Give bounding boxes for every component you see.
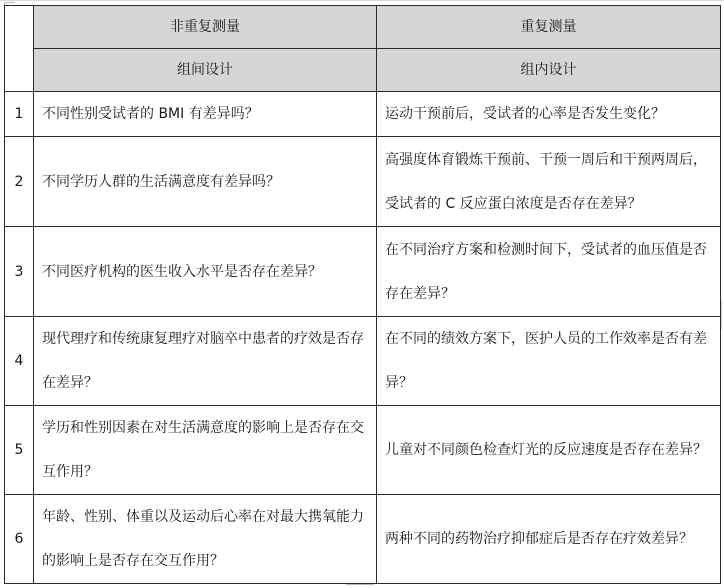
header-row-top [5, 6, 721, 49]
row-number: 3 [5, 227, 34, 317]
table-row [5, 317, 721, 406]
header-repeated: 重复测量 [377, 6, 721, 49]
header-row-sub [5, 49, 721, 92]
non-repeated-question: 不同学历人群的生活满意度有差异吗？ [34, 137, 377, 227]
non-repeated-question: 不同医疗机构的医生收入水平是否存在差异？ [34, 227, 377, 317]
repeated-question: 两种不同的药物治疗抑郁症后是否存在疗效差异？ [377, 495, 721, 584]
non-repeated-question: 学历和性别因素在对生活满意度的影响上是否存在交互作用？ [34, 406, 377, 495]
table-row [5, 92, 721, 137]
non-repeated-question: 现代理疗和传统康复理疗对脑卒中患者的疗效是否存在差异？ [34, 317, 377, 406]
row-number: 5 [5, 406, 34, 495]
row-number: 2 [5, 137, 34, 227]
comparison-table [4, 5, 721, 584]
row-number: 6 [5, 495, 34, 584]
page-right-edge-mark [721, 300, 722, 330]
repeated-question: 高强度体育锻炼干预前、干预一周后和干预两周后，受试者的 C 反应蛋白浓度是否存在差异？ [377, 137, 721, 227]
page-bottom-mark [346, 584, 374, 587]
repeated-question: 在不同的绩效方案下，医护人员的工作效率是否有差异？ [377, 317, 721, 406]
header-corner-cell [5, 6, 34, 92]
non-repeated-question: 不同性别受试者的 BMI 有差异吗？ [34, 92, 377, 137]
table-row [5, 227, 721, 317]
row-number: 4 [5, 317, 34, 406]
table-row [5, 137, 721, 227]
row-number: 1 [5, 92, 34, 137]
header-within-design: 组内设计 [377, 49, 721, 92]
non-repeated-question: 年龄、性别、体重以及运动后心率在对最大携氧能力的影响上是否存在交互作用？ [34, 495, 377, 584]
header-non-repeated: 非重复测量 [34, 6, 377, 49]
repeated-question: 在不同治疗方案和检测时间下，受试者的血压值是否存在差异？ [377, 227, 721, 317]
repeated-question: 儿童对不同颜色检查灯光的反应速度是否存在差异？ [377, 406, 721, 495]
table-row [5, 406, 721, 495]
table-row [5, 495, 721, 584]
repeated-question: 运动干预前后，受试者的心率是否发生变化？ [377, 92, 721, 137]
header-between-design: 组间设计 [34, 49, 377, 92]
page-top-edge [0, 0, 724, 1]
